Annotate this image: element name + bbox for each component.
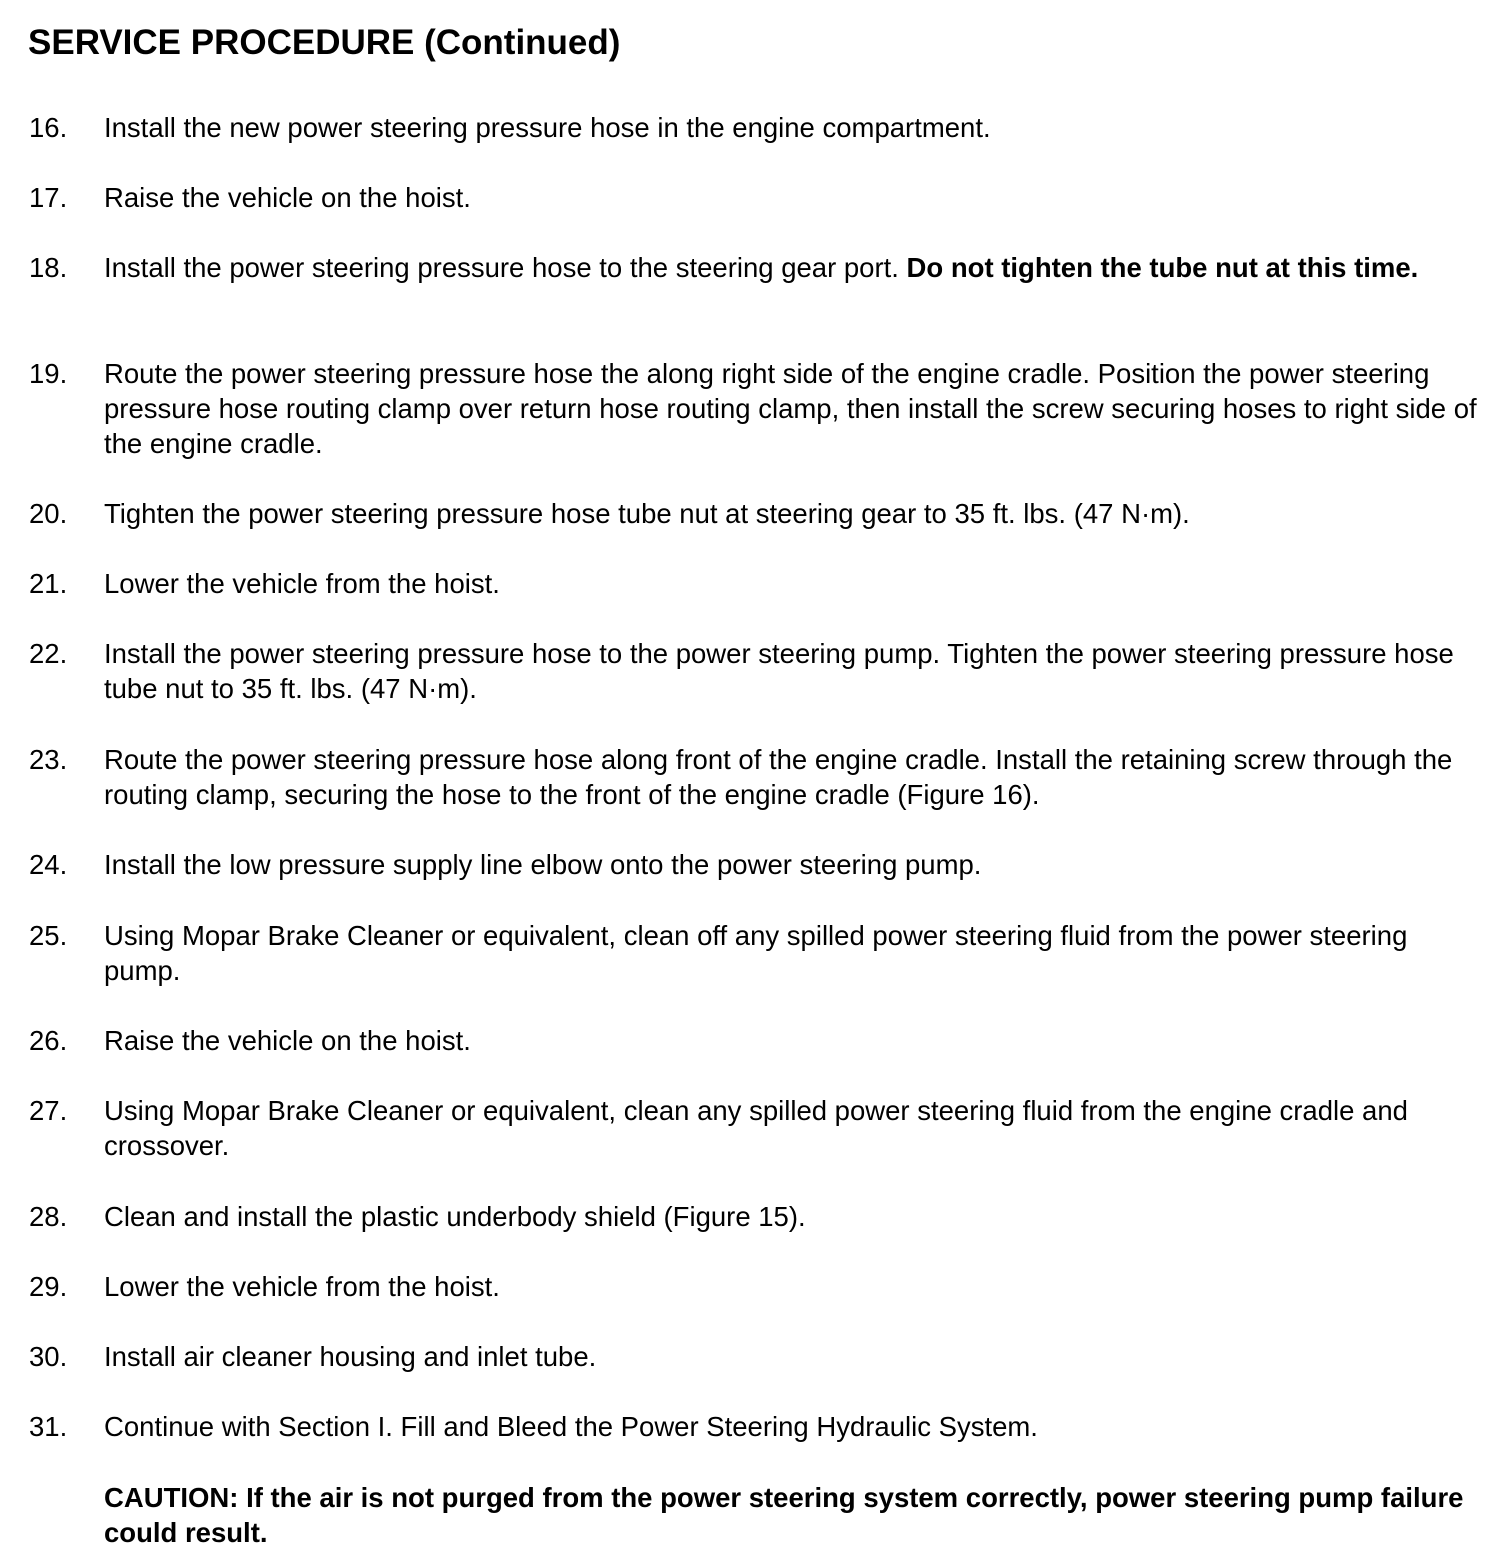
caution-note: CAUTION: If the air is not purged from the power steering system correctly, power steering pump failure could result. [104, 1482, 1464, 1548]
step-text [104, 250, 1479, 285]
step-number: 23. [29, 744, 68, 775]
step-number: 30. [29, 1341, 68, 1372]
step-text: Raise the vehicle on the hoist. [104, 1025, 471, 1056]
step-text-regular: Install the power steering pressure hose to the steering gear port. [104, 252, 907, 283]
step-number: 19. [29, 358, 68, 389]
step-number: 28. [29, 1201, 68, 1232]
step-number: 21. [29, 568, 68, 599]
step-number: 26. [29, 1025, 68, 1056]
step-number: 17. [29, 182, 68, 213]
step-text: Lower the vehicle from the hoist. [104, 1271, 500, 1302]
step-text: Lower the vehicle from the hoist. [104, 568, 500, 599]
step-number: 20. [29, 498, 68, 529]
step-number: 24. [29, 849, 68, 880]
step-text: Tighten the power steering pressure hose tube nut at steering gear to 35 ft. lbs. (47 N·m). [104, 498, 1190, 529]
step-text: Install air cleaner housing and inlet tube. [104, 1341, 597, 1372]
step-text: Install the power steering pressure hose to the power steering pump. Tighten the power steering pressure hose tube nut to 35 ft. lbs. (47 N·m). [104, 638, 1454, 704]
step-number: 29. [29, 1271, 68, 1302]
step-text: Install the new power steering pressure hose in the engine compartment. [104, 112, 991, 143]
step-number: 18. [29, 252, 68, 283]
step-text: Route the power steering pressure hose along front of the engine cradle. Install the retaining screw through the routing clamp, securing the hose to the front of the engine cradle (Figure 16). [104, 744, 1453, 810]
step-text: Clean and install the plastic underbody shield (Figure 15). [104, 1201, 806, 1232]
step-number: 25. [29, 920, 68, 951]
step-number: 31. [29, 1411, 68, 1442]
step-text: Route the power steering pressure hose the along right side of the engine cradle. Position the power steering pressure hose routing clamp over return hose routing clamp, then install the screw securing hoses to right side of the engine cradle. [104, 358, 1477, 459]
step-text: Using Mopar Brake Cleaner or equivalent, clean off any spilled power steering fluid from the power steering pump. [104, 920, 1408, 986]
page-title: SERVICE PROCEDURE (Continued) [28, 23, 621, 62]
step-text: Continue with Section I. Fill and Bleed the Power Steering Hydraulic System. [104, 1411, 1038, 1442]
step-text: Raise the vehicle on the hoist. [104, 182, 471, 213]
step-number: 27. [29, 1095, 68, 1126]
step-text: Install the low pressure supply line elbow onto the power steering pump. [104, 849, 982, 880]
step-text: Using Mopar Brake Cleaner or equivalent, clean any spilled power steering fluid from the engine cradle and crossover. [104, 1095, 1408, 1161]
step-number: 16. [29, 112, 68, 143]
step-text-bold: Do not tighten the tube nut at this time. [906, 252, 1419, 283]
step-number: 22. [29, 638, 68, 669]
